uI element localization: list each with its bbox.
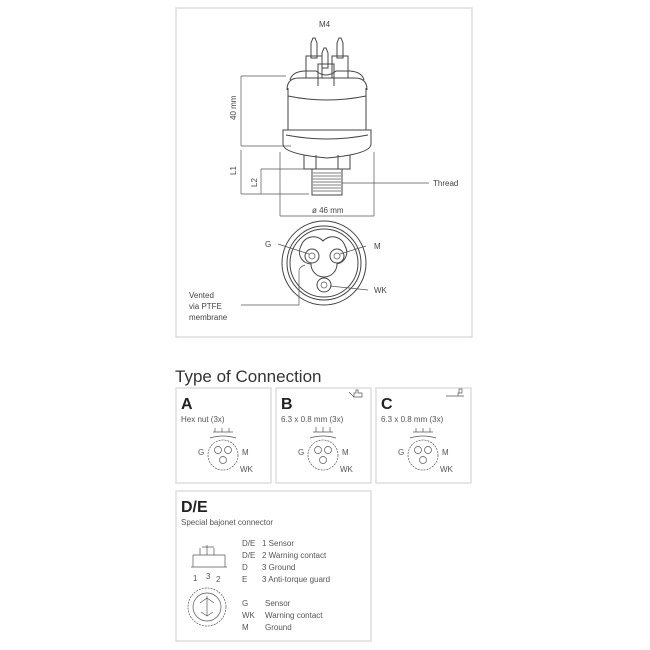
pin-number: 2 bbox=[216, 575, 221, 584]
g-label: G bbox=[298, 448, 305, 457]
connection-b-card bbox=[276, 388, 371, 483]
vent-label-line-3: membrane bbox=[189, 313, 228, 322]
height-dimension-label: 40 mm bbox=[229, 95, 238, 120]
l1-dimension-label: L1 bbox=[229, 166, 238, 175]
terminal-size-label: M4 bbox=[319, 20, 331, 29]
m-pin-label: M bbox=[374, 242, 381, 251]
connection-description: 6.3 x 0.8 mm (3x) bbox=[381, 415, 444, 424]
connection-letter: A bbox=[181, 396, 193, 413]
svg-text:Warning contact: Warning contact bbox=[265, 611, 323, 620]
vent-label-line-2: via PTFE bbox=[189, 302, 222, 311]
connection-letter: D/E bbox=[181, 499, 208, 516]
m-label: M bbox=[442, 448, 449, 457]
svg-text:E: E bbox=[242, 575, 248, 584]
svg-text:G: G bbox=[242, 599, 249, 608]
m-label: M bbox=[242, 448, 249, 457]
m-label: M bbox=[342, 448, 349, 457]
svg-text:Sensor: Sensor bbox=[265, 599, 291, 608]
svg-text:3 Anti-torque guard: 3 Anti-torque guard bbox=[262, 575, 331, 584]
g-label: G bbox=[398, 448, 405, 457]
l2-dimension-label: L2 bbox=[250, 178, 259, 187]
thread-label: Thread bbox=[433, 179, 459, 188]
connection-description: 6.3 x 0.8 mm (3x) bbox=[281, 415, 344, 424]
pin-number: 1 bbox=[193, 574, 198, 583]
connection-description: Special bajonet connector bbox=[181, 518, 274, 527]
svg-text:Ground: Ground bbox=[265, 623, 292, 632]
connection-c-card bbox=[376, 388, 471, 483]
connection-description: Hex nut (3x) bbox=[181, 415, 225, 424]
svg-text:D/E: D/E bbox=[242, 551, 256, 560]
g-pin-label: G bbox=[265, 240, 272, 249]
diameter-label: ø 46 mm bbox=[312, 206, 344, 215]
section-title: Type of Connection bbox=[175, 367, 322, 386]
svg-text:3 Ground: 3 Ground bbox=[262, 563, 296, 572]
wk-label: WK bbox=[440, 465, 453, 474]
dimension-drawing-panel bbox=[176, 8, 472, 337]
pin-number: 3 bbox=[206, 572, 211, 581]
wk-label: WK bbox=[340, 465, 353, 474]
connection-letter: B bbox=[281, 396, 293, 413]
svg-text:2 Warning contact: 2 Warning contact bbox=[262, 551, 327, 560]
svg-text:D: D bbox=[242, 563, 248, 572]
wk-label: WK bbox=[240, 465, 253, 474]
svg-text:1 Sensor: 1 Sensor bbox=[262, 539, 295, 548]
g-label: G bbox=[198, 448, 205, 457]
svg-text:WK: WK bbox=[242, 611, 255, 620]
connection-letter: C bbox=[381, 396, 393, 413]
connection-a-card bbox=[176, 388, 271, 483]
svg-text:D/E: D/E bbox=[242, 539, 256, 548]
vent-label-line-1: Vented bbox=[189, 291, 214, 300]
svg-text:M: M bbox=[242, 623, 249, 632]
connection-de-card bbox=[176, 491, 371, 641]
wk-pin-label: WK bbox=[374, 286, 387, 295]
